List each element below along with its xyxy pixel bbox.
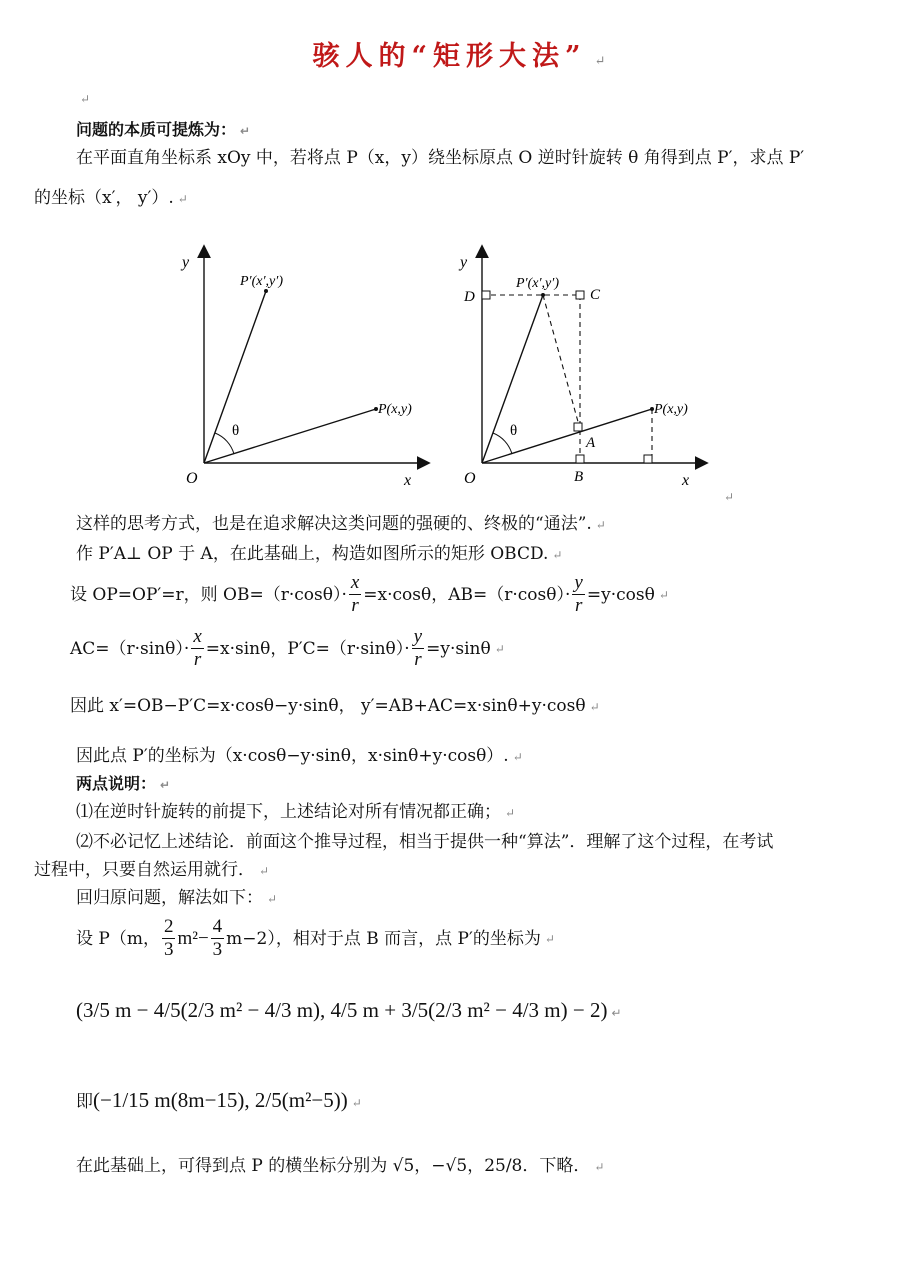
line-note-1: ⑴在逆时针旋转的前提下，上述结论对所有情况都正确； ↵ xyxy=(76,802,516,822)
right-d-label: D xyxy=(464,289,475,305)
ab-result-text: =y·cosθ xyxy=(586,584,655,605)
frac-y-over-r: $\frac{y}{r}$ xyxy=(574,572,583,616)
right-o-label: O xyxy=(464,470,476,487)
ac-text: AC=（r·sinθ）· xyxy=(70,638,190,659)
line-method: 这样的思考方式，也是在追求解决这类问题的强硬的、终极的“通法”. ↵ xyxy=(76,514,606,534)
left-x-label: x xyxy=(404,472,412,489)
left-p-prime-point xyxy=(264,289,268,293)
line-problem xyxy=(76,146,804,170)
set-p-text: 设 P（m， xyxy=(76,928,160,949)
right-p-prime-label: P′(x′,y′) xyxy=(516,276,559,291)
right-b-square xyxy=(576,455,584,463)
problem-text: 在平面直角坐标系 xOy 中，若将点 P（x，y）绕坐标原点 O 逆时针旋转 θ 角得到点 P′，求点 P′ xyxy=(76,148,805,168)
right-p-label: P(x,y) xyxy=(654,402,688,417)
left-p-prime-label: P′(x′,y′) xyxy=(240,274,283,289)
conclusion-text: 在此基础上，可得到点 P 的横坐标分别为 √5，−√5，25/8．下略． xyxy=(76,1156,591,1176)
right-figure xyxy=(458,247,706,489)
formula-coordinates-long: (3/5 m − 4/5(2/3 m² − 4/3 m), 4/5 m + 3/5(2/3 m² − 4/3 m) − 2) ↵ xyxy=(76,998,622,1022)
line-result-point: 因此点 P′的坐标为（x·cosθ−y·sinθ，x·sinθ+y·cosθ）. ↵ xyxy=(76,746,523,766)
blank-line: ↵ xyxy=(80,92,91,106)
right-d-square xyxy=(482,291,490,299)
frac-x-over-r: $\frac{x}{r}$ xyxy=(350,572,360,616)
return-original-text: 回归原问题，解法如下： xyxy=(76,888,263,908)
note-2-cont-text: 过程中，只要自然运用就行． xyxy=(34,860,255,880)
formula-ob-ab: 设 OP=OP′=r，则 OB=（r·cosθ）· $\frac{x}{r}$ =x·cosθ，AB=（r·cosθ）· $\frac{y}{r}$ =y·cosθ ↵ xyxy=(70,572,669,616)
result-xy-text: 因此 x′=OB−P′C=x·cosθ−y·sinθ， y′=AB+AC=x·sinθ+y·cosθ xyxy=(70,696,586,716)
frac-y-over-r-2: $\frac{y}{r}$ xyxy=(413,626,423,670)
formula-simplified: 即(−1/15 m(8m−15), 2/5(m²−5)) ↵ xyxy=(76,1088,362,1112)
line-result-xy: 因此 x′=OB−P′C=x·cosθ−y·sinθ， y′=AB+AC=x·sinθ+y·cosθ ↵ xyxy=(70,696,600,716)
ji-text: 即 xyxy=(76,1092,93,1112)
rotation-figure xyxy=(160,235,740,495)
line-conclusion: 在此基础上，可得到点 P 的横坐标分别为 √5，−√5，25/8．下略． ↵ xyxy=(76,1156,605,1176)
right-a-label: A xyxy=(586,435,596,451)
figure-return-mark: ↵ xyxy=(724,490,735,504)
right-a-square xyxy=(574,423,582,431)
line-problem-cont: 的坐标（x′， y′）. ↵ xyxy=(34,188,188,208)
m-squared-text: m²− xyxy=(177,927,209,949)
line-return-original: 回归原问题，解法如下： ↵ xyxy=(76,888,278,908)
result-point-text: 因此点 P′的坐标为（x·cosθ−y·sinθ，x·sinθ+y·cosθ）. xyxy=(76,746,509,766)
left-o-label: O xyxy=(186,470,198,487)
title-text: 骇人的“矩形大法” xyxy=(312,41,587,72)
frac-4-3: $\frac{4}{3}$ xyxy=(212,916,223,960)
left-figure xyxy=(180,247,428,489)
construct-text: 作 P′A⊥ OP 于 A，在此基础上，构造如图所示的矩形 OBCD. xyxy=(76,544,549,564)
formula-ac-pc: AC=（r·sinθ）· $\frac{x}{r}$ =x·sinθ，P′C=（r·sinθ）· $\frac{y}{r}$ =y·sinθ ↵ xyxy=(70,626,505,670)
right-b-label: B xyxy=(574,469,584,485)
left-op xyxy=(204,409,376,463)
right-p-prime-point xyxy=(541,293,545,297)
note-1-text: ⑴在逆时针旋转的前提下，上述结论对所有情况都正确； xyxy=(76,802,501,822)
relative-b-text: m−2），相对于点 B 而言，点 P′的坐标为 xyxy=(226,928,541,949)
right-p-foot-square xyxy=(644,455,652,463)
page-title xyxy=(0,34,918,73)
line-two-notes: 两点说明： ↵ xyxy=(76,774,171,793)
right-theta-label: θ xyxy=(510,423,518,439)
method-text: 这样的思考方式，也是在追求解决这类问题的强硬的、终极的“通法”. xyxy=(76,514,592,534)
pc-text: =x·sinθ，P′C=（r·sinθ）· xyxy=(205,638,410,659)
essence-text: 问题的本质可提炼为： xyxy=(76,120,237,139)
left-y-label: y xyxy=(182,254,190,271)
pc-result-text: =y·sinθ xyxy=(426,638,491,659)
line-note-2-cont: 过程中，只要自然运用就行． ↵ xyxy=(34,860,270,880)
return-mark: ↵ xyxy=(594,54,606,69)
line-construct: 作 P′A⊥ OP 于 A，在此基础上，构造如图所示的矩形 OBCD. ↵ xyxy=(76,544,563,564)
note-2-text: ⑵不必记忆上述结论．前面这个推导过程，相当于提供一种“算法”．理解了这个过程，在考试 xyxy=(76,832,774,852)
line-note-2 xyxy=(76,830,773,854)
right-op xyxy=(482,409,652,463)
simplified-text: (−1/15 m(8m−15), 2/5(m²−5)) xyxy=(93,1088,348,1112)
two-notes-text: 两点说明： xyxy=(76,774,157,793)
coordinates-long-text: (3/5 m − 4/5(2/3 m² − 4/3 m), 4/5 m + 3/5(2/3 m² − 4/3 m) − 2) xyxy=(76,998,608,1022)
line-essence: 问题的本质可提炼为： ↵ xyxy=(76,120,251,139)
right-y-label: y xyxy=(460,254,468,271)
frac-x-over-r-2: $\frac{x}{r}$ xyxy=(193,626,202,670)
ob-text: 设 OP=OP′=r，则 OB=（r·cosθ）· xyxy=(70,584,347,605)
right-p-prime-a-line xyxy=(543,295,580,429)
frac-2-3: $\frac{2}{3}$ xyxy=(163,916,174,960)
left-theta-label: θ xyxy=(232,423,240,439)
right-c-label: C xyxy=(590,287,601,303)
right-c-square xyxy=(576,291,584,299)
ab-text: =x·cosθ，AB=（r·cosθ）· xyxy=(363,584,571,605)
left-p-label: P(x,y) xyxy=(378,402,412,417)
problem-cont-text: 的坐标（x′， y′）. xyxy=(34,188,174,208)
right-x-label: x xyxy=(682,472,690,489)
formula-set-p: 设 P（m， $\frac{2}{3}$ m²− $\frac{4}{3}$ m−2），相对于点 B 而言，点 P′的坐标为 ↵ xyxy=(76,916,555,960)
